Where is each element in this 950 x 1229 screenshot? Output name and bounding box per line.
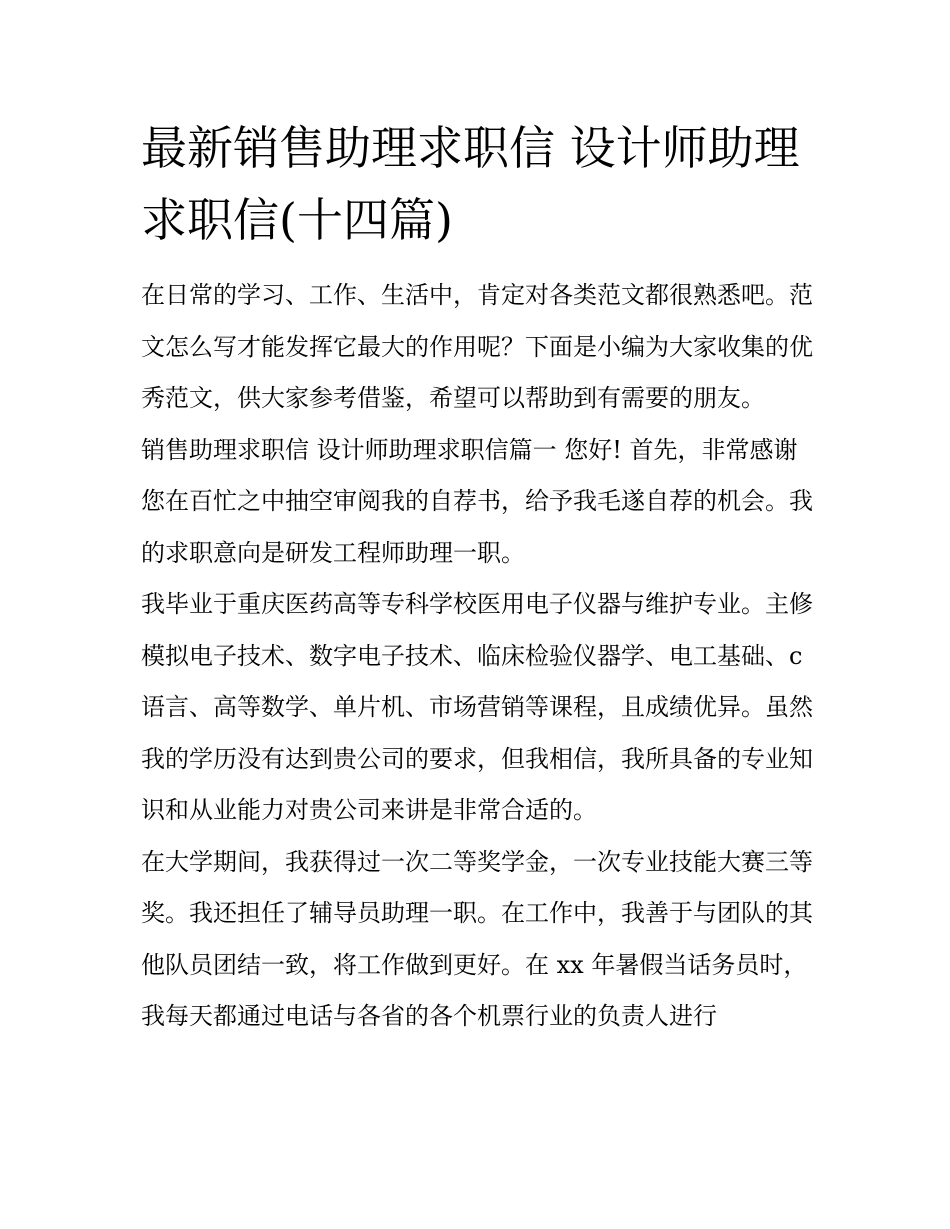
document-content	[141, 112, 813, 1043]
paragraph-experience: 在大学期间，我获得过一次二等奖学金，一次专业技能大赛三等奖。我还担任了辅导员助理一职。在工作中，我善于与团队的其他队员团结一致，将工作做到更好。在 xx 年暑假当话务员时，我每天都通过电话与各省的各个机票行业的负责人进行	[141, 847, 813, 1030]
paragraph-greeting: 销售助理求职信 设计师助理求职信篇一 您好! 首先，非常感谢您在百忙之中抽空审阅我的自荐书，给予我毛遂自荐的机会。我的求职意向是研发工程师助理一职。	[141, 435, 813, 567]
paragraph-intro: 在日常的学习、工作、生活中，肯定对各类范文都很熟悉吧。范文怎么写才能发挥它最大的作用呢？下面是小编为大家收集的优秀范文，供大家参考借鉴，希望可以帮助到有需要的朋友。	[141, 281, 813, 412]
document-body	[141, 270, 813, 1043]
paragraph-education: 我毕业于重庆医药高等专科学校医用电子仪器与维护专业。主修模拟电子技术、数字电子技术、临床检验仪器学、电工基础、c 语言、高等数学、单片机、市场营销等课程，且成绩优异。虽然我的学历没有达到贵公司的要求，但我相信，我所具备的专业知识和从业能力对贵公司来讲是非常合适的。	[141, 590, 813, 824]
document-title: 最新销售助理求职信 设计师助理求职信(十四篇)	[141, 121, 800, 247]
